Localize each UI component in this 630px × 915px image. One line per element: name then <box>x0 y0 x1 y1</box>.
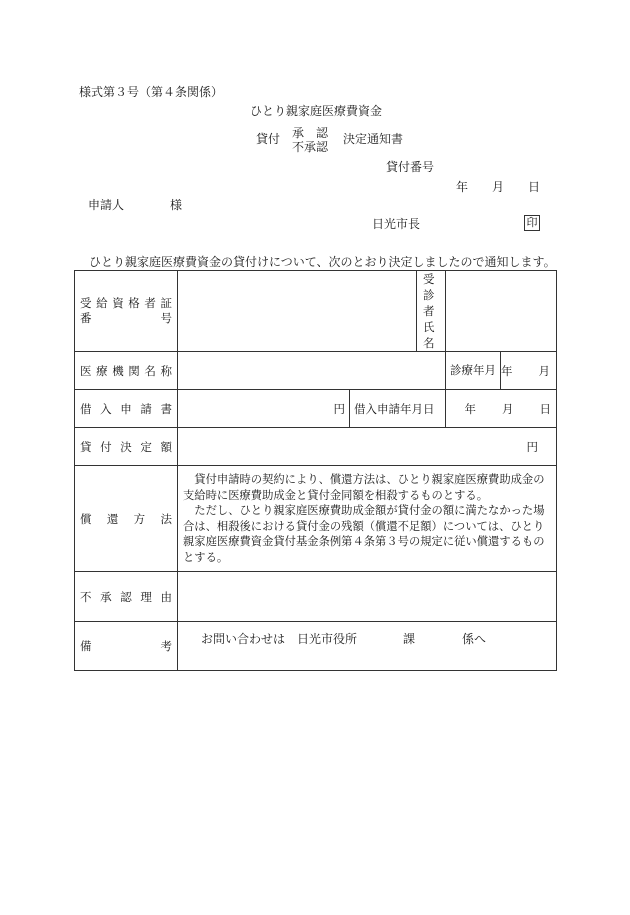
patient-name-field[interactable] <box>446 271 557 352</box>
qualification-label: 受給資格者証 番 号 <box>75 271 178 352</box>
institution-field[interactable] <box>178 352 446 390</box>
disapproval-reason-label: 不承認理由 <box>75 572 178 622</box>
patient-name-label: 受診者氏名 <box>417 271 446 352</box>
title-suffix: 決定通知書 <box>343 132 404 146</box>
loan-number-label: 貸付番号 <box>386 160 435 174</box>
row-remarks <box>75 622 557 671</box>
row-decision-amount <box>75 428 557 466</box>
application-year-unit: 年 <box>464 401 476 416</box>
row-repayment <box>75 466 557 572</box>
decision-amount-yen: 円 <box>526 439 538 454</box>
footer-unit: 係へ <box>462 632 487 646</box>
qualification-number-field[interactable] <box>178 271 417 352</box>
repayment-method-label: 償 還 方 法 <box>75 466 178 572</box>
row-institution <box>75 352 557 390</box>
seal-box: 印 <box>524 215 540 231</box>
row-qualification <box>75 271 557 352</box>
remarks-field[interactable] <box>178 622 557 671</box>
application-month-unit: 月 <box>502 401 514 416</box>
title-line1: ひとり親家庭医療費資金 <box>250 104 383 118</box>
title-disapprove: 不承認 <box>292 140 329 154</box>
intro-text: ひとり親家庭医療費資金の貸付けについて、次のとおり決定しましたので通知します。 <box>89 255 556 269</box>
remarks-label: 備 考 <box>75 622 178 671</box>
mayor-name: 日光市長 <box>372 217 421 231</box>
form-number: 様式第３号（第４条関係） <box>79 85 224 99</box>
applicant-honorific: 様 <box>170 198 183 212</box>
decision-amount-field[interactable] <box>178 428 557 466</box>
applicant-label: 申請人 <box>88 198 125 212</box>
disapproval-reason-field[interactable] <box>178 572 557 622</box>
treatment-month-unit: 月 <box>538 363 550 378</box>
repayment-method-text <box>178 466 557 572</box>
decision-table <box>74 270 557 671</box>
decision-amount-label: 貸付決定額 <box>75 428 178 466</box>
repayment-paragraph-2: ただし、ひとり親家庭医療費助成金額が貸付金の額に満たなかった場合は、相殺後における貸付金の残額（償還不足額）については、ひとり親家庭医療費資金貸付基金条例第４条第３号の規定に従い償還するものとする。 <box>183 504 545 564</box>
treatment-ym-cell[interactable] <box>446 352 557 390</box>
institution-label: 医療機関名称 <box>75 352 178 390</box>
treatment-year-unit: 年 <box>501 363 513 378</box>
repayment-paragraph-1: 貸付申請時の契約により、償還方法は、ひとり親家庭医療費助成金の支給時に医療費助成金と貸付金同額を相殺するものとする。 <box>183 473 545 502</box>
header-date-year: 年 <box>456 180 469 194</box>
header-date-month: 月 <box>492 180 505 194</box>
header-date-day: 日 <box>528 180 541 194</box>
footer-section: 課 <box>403 632 416 646</box>
title-loan: 貸付 <box>256 132 281 146</box>
loan-application-amount-field[interactable] <box>178 390 350 428</box>
loan-application-yen: 円 <box>333 401 345 416</box>
loan-application-label: 借入申請書 <box>75 390 178 428</box>
application-date-label: 借入申請年月日 <box>350 390 446 428</box>
footer-office: 日光市役所 <box>297 632 358 646</box>
row-loan-application <box>75 390 557 428</box>
title-approve: 承 認 <box>292 126 329 140</box>
application-date-field[interactable] <box>446 390 557 428</box>
row-disapproval <box>75 572 557 622</box>
footer-contact: お問い合わせは <box>201 632 286 646</box>
application-day-unit: 日 <box>539 401 551 416</box>
treatment-ym-label: 診療年月 <box>446 352 501 389</box>
